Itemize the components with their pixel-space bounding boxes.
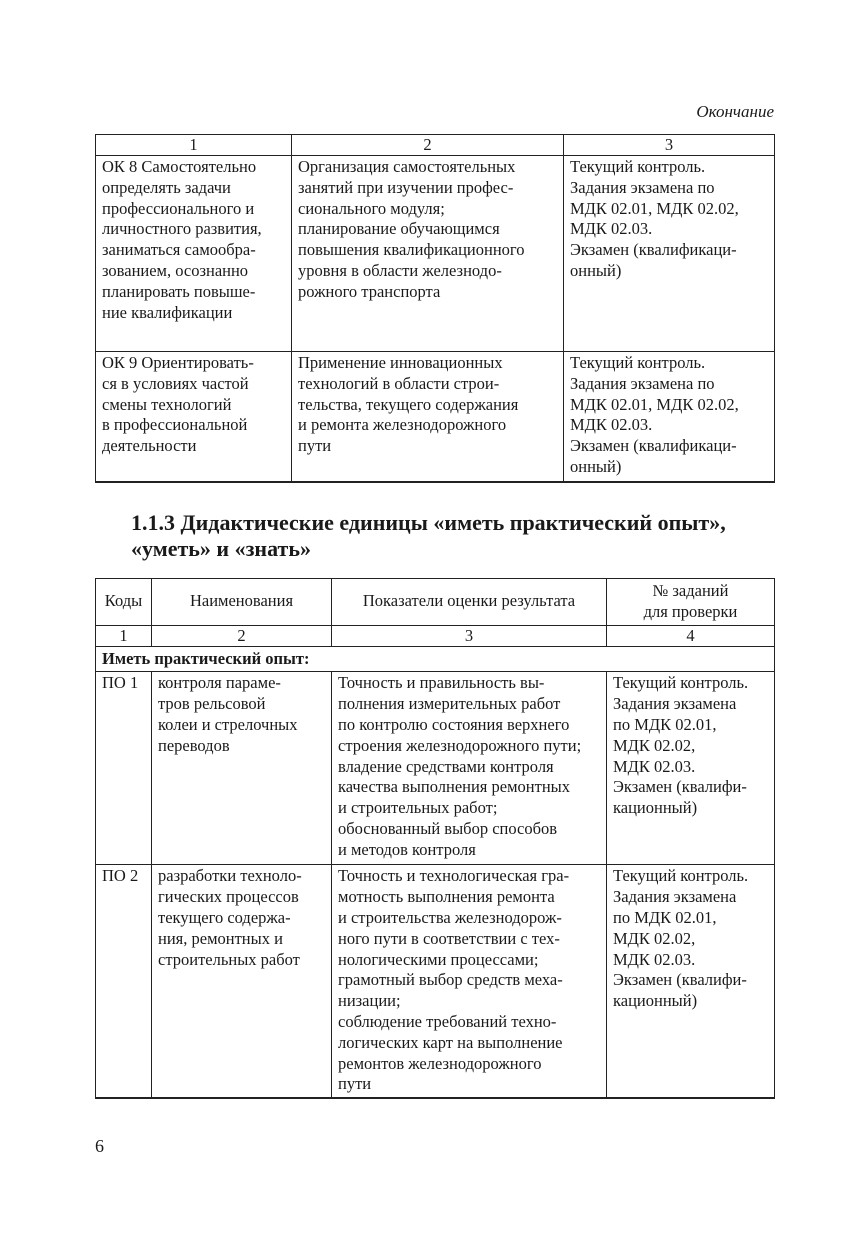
- competency-cell: ОК 9 Ориентировать- ся в условиях частой смены технологий в профессиональной деятельности: [96, 352, 292, 482]
- column-header: № заданий для проверки: [607, 579, 775, 626]
- column-number: 2: [152, 625, 332, 646]
- name-cell: контроля параме- тров рельсовой колеи и стрелочных переводов: [152, 672, 332, 865]
- column-number-row: [96, 625, 775, 646]
- control-cell: Текущий контроль. Задания экзамена по МДК 02.01, МДК 02.02, МДК 02.03. Экзамен (квалификаци- онный): [564, 156, 775, 352]
- table-row: [96, 672, 775, 865]
- page-continuation-label: Окончание: [696, 102, 774, 121]
- table-row: [96, 352, 775, 482]
- column-number: 3: [564, 135, 775, 156]
- competency-cell: ОК 8 Самостоятельно определять задачи профессионального и личностного развития, заниматься самообра- зованием, осознанно планировать повыше- ние квалификации: [96, 156, 292, 352]
- column-number: 1: [96, 625, 152, 646]
- table-row: [96, 865, 775, 1098]
- section-title: 1.1.3 Дидактические единицы «иметь практический опыт», «уметь» и «знать»: [131, 510, 726, 561]
- column-header: Показатели оценки результата: [332, 579, 607, 626]
- didactic-units-table: [95, 578, 775, 1099]
- column-number: 1: [96, 135, 292, 156]
- code-cell: ПО 2: [96, 865, 152, 1098]
- activity-cell: Применение инновационных технологий в области строи- тельства, текущего содержания и ремонта железнодорожного пути: [292, 352, 564, 482]
- activity-cell: Организация самостоятельных занятий при изучении профес- сионального модуля; планирование обучающимся повышения квалификационного уровня в области железнодо- рожного транспорта: [292, 156, 564, 352]
- name-cell: разработки техноло- гических процессов текущего содержа- ния, ремонтных и строительных работ: [152, 865, 332, 1098]
- column-number: 2: [292, 135, 564, 156]
- tasks-cell: Текущий контроль. Задания экзамена по МДК 02.01, МДК 02.02, МДК 02.03. Экзамен (квалифи- кационный): [607, 865, 775, 1098]
- code-cell: ПО 1: [96, 672, 152, 865]
- indicators-cell: Точность и правильность вы- полнения измерительных работ по контролю состояния верхнего строения железнодорожного пути; владение средствами контроля качества выполнения ремонтных и строительных работ; обоснованный выбор способов и методов контроля: [332, 672, 607, 865]
- page-number: 6: [95, 1136, 104, 1156]
- tasks-cell: Текущий контроль. Задания экзамена по МДК 02.01, МДК 02.02, МДК 02.03. Экзамен (квалифи- кационный): [607, 672, 775, 865]
- indicators-cell: Точность и технологическая гра- мотность выполнения ремонта и строительства железнодорож- ного пути в соответствии с тех- нологическими процессами; грамотный выбор средств меха- низации; соблюдение требований техно- логических карт на выполнение ремонтов железнодорожного пути: [332, 865, 607, 1098]
- table-row: [96, 156, 775, 352]
- column-header: Коды: [96, 579, 152, 626]
- column-number-row: [96, 135, 775, 156]
- control-cell: Текущий контроль. Задания экзамена по МДК 02.01, МДК 02.02, МДК 02.03. Экзамен (квалификаци- онный): [564, 352, 775, 482]
- column-number: 3: [332, 625, 607, 646]
- competency-table: [95, 134, 775, 483]
- column-number: 4: [607, 625, 775, 646]
- header-row: [96, 579, 775, 626]
- subheader-cell: Иметь практический опыт:: [96, 646, 775, 672]
- column-header: Наименования: [152, 579, 332, 626]
- subheader-row: [96, 646, 775, 672]
